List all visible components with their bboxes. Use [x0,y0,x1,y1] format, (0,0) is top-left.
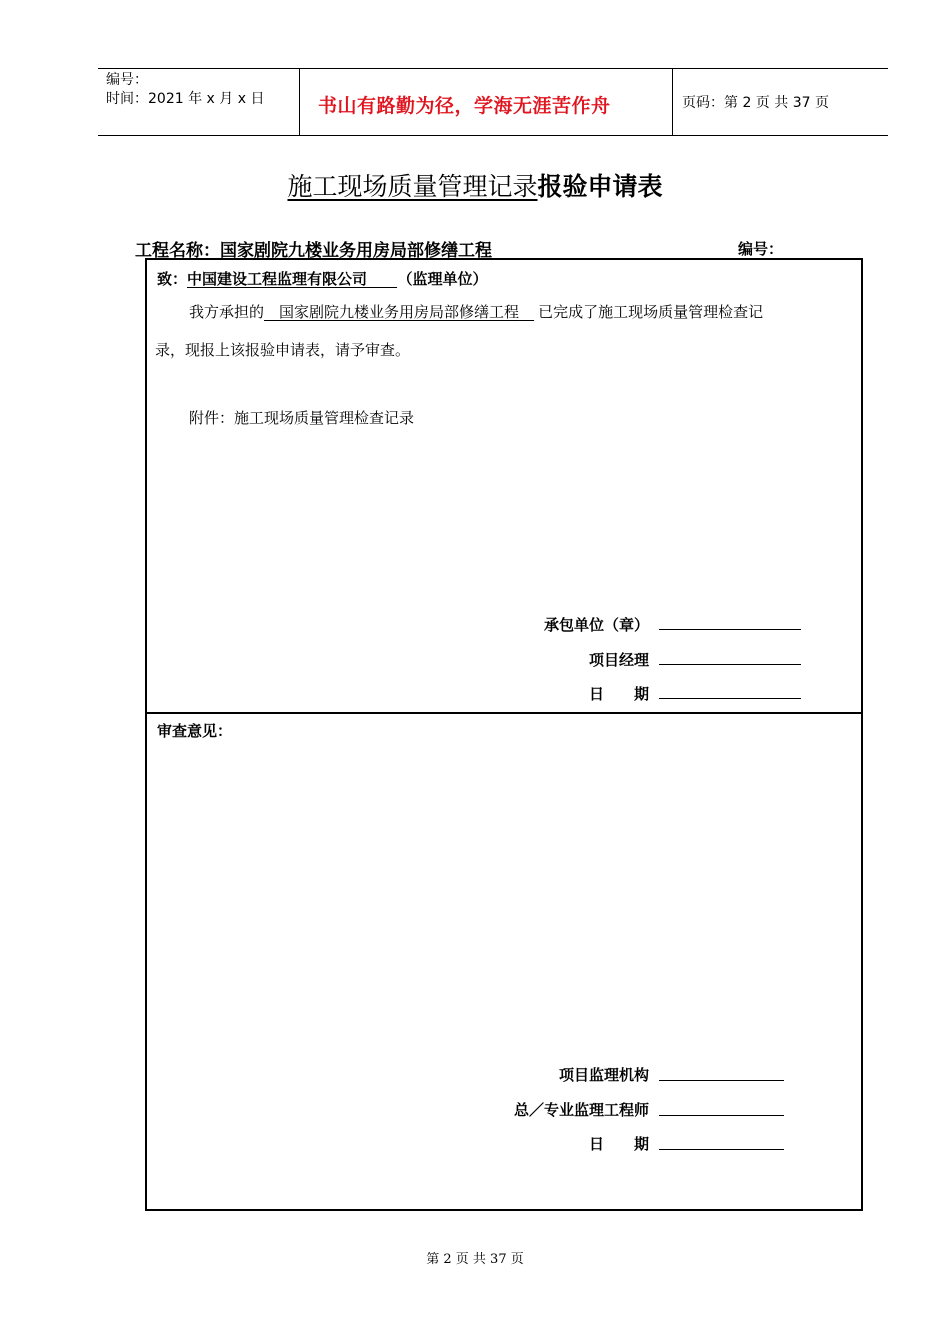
header-bottom-rule [98,135,888,136]
application-section [145,258,863,714]
application-date-label: 日 期 [588,685,649,703]
review-section [145,712,863,1211]
recipient-prefix: 致： [157,270,188,288]
para-start: 我方承担的 [189,303,265,321]
title-bold: 报验申请表 [537,172,663,201]
manager-sign-line [659,664,801,665]
page-footer: 第 2 页 共 37 页 [426,1252,524,1267]
para-project: 国家剧院九楼业务用房局部修缮工程 [279,303,520,321]
header-divider-right [672,68,673,136]
header-time-label: 时间：2021 年 x 月 x 日 [106,91,265,107]
header-motto: 书山有路勤为径，学海无涯苦作舟 [318,95,611,117]
attachment-line: 附件：施工现场质量管理检查记录 [189,409,415,427]
manager-sign-label: 项目经理 [588,651,649,669]
supervision-org-line [659,1080,784,1081]
review-label: 审查意见： [157,722,233,740]
review-date-line [659,1149,784,1150]
supervision-org-label: 项目监理机构 [558,1066,649,1084]
header-number-label: 编号： [106,72,148,88]
recipient-line [157,268,488,289]
contractor-sign-line [659,629,801,630]
para-rest: 已完成了施工现场质量管理检查记 [538,303,764,321]
recipient-suffix: （监理单位） [405,270,488,288]
chief-engineer-label: 总／专业监理工程师 [513,1101,649,1119]
contractor-sign-label: 承包单位（章） [543,616,649,634]
header-page-info: 页码：第 2 页 共 37 页 [682,95,829,111]
document-title [0,170,950,204]
review-date-label: 日 期 [588,1135,649,1153]
header-top-rule [98,68,888,69]
project-name-label: 工程名称：国家剧院九楼业务用房局部修缮工程 [135,241,492,261]
recipient-org: 中国建设工程监理有限公司 [187,270,368,288]
application-paragraph [189,301,763,322]
header-divider-left [299,68,300,136]
project-number-label: 编号： [738,240,784,258]
chief-engineer-line [659,1115,784,1116]
title-plain: 施工现场质量管理记录 [287,172,538,201]
recipient-blank [367,270,397,288]
application-paragraph-line2: 录，现报上该报验申请表，请予审查。 [155,341,411,359]
application-date-line [659,698,801,699]
